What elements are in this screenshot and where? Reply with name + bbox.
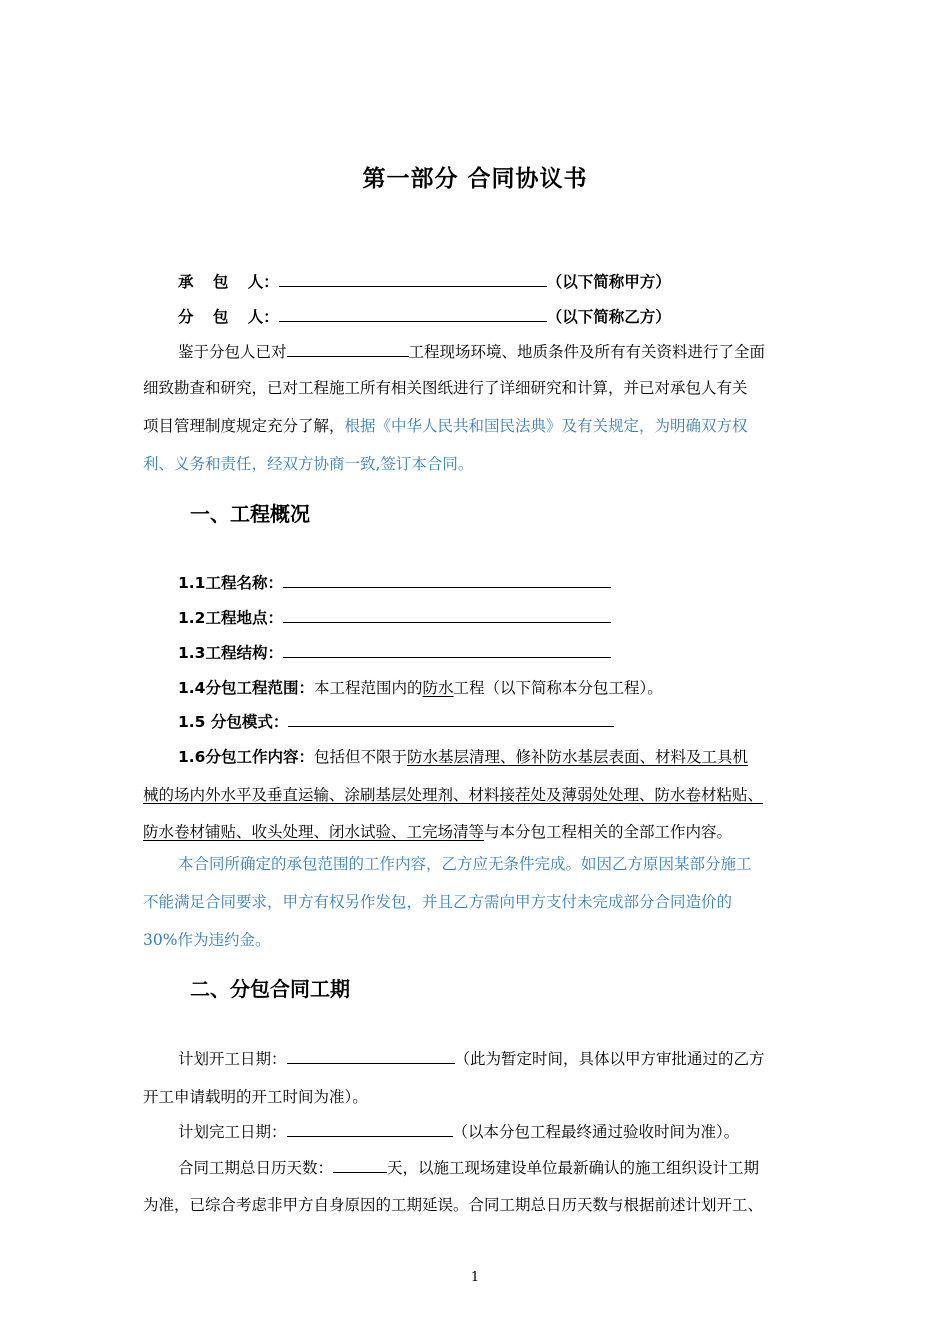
intro-text: 工程现场环境、地质条件及所有有关资料进行了全面 (408, 343, 766, 361)
start-date-note: （此为暂定时间，具体以甲方审批通过的乙方 (454, 1050, 765, 1068)
start-date-label: 计划开工日期： (178, 1050, 287, 1068)
duration-line (178, 1157, 759, 1179)
item-label: 1.6分包工作内容： (178, 748, 314, 766)
project-blank[interactable] (287, 341, 409, 357)
intro-blue-text: 根据《中华人民共和国民法典》及有关规定，为明确双方权 (344, 417, 748, 435)
subcontractor-blank[interactable] (279, 306, 547, 322)
item-label: 1.5 分包模式： (178, 713, 289, 731)
item-1-6-line-2: 械的场内外水平及垂直运输、涂刷基层处理剂、材料接茬处及薄弱处处理、防水卷材粘贴、 (143, 786, 764, 804)
item-1-4 (178, 677, 663, 699)
duration-line-2: 为准，已综合考虑非甲方自身原因的工期延误。合同工期总日历天数与根据前述计划开工、 (143, 1196, 764, 1214)
intro-line-3 (143, 415, 748, 437)
item-underlined-text: 防水 (422, 679, 454, 697)
intro-line-1 (178, 341, 765, 363)
page-title: 第一部分 合同协议书 (362, 166, 588, 192)
end-date-label: 计划完工日期： (178, 1123, 287, 1141)
item-1-3 (178, 642, 611, 664)
item-1-6 (178, 746, 748, 768)
item-1-6-line-3 (143, 821, 732, 843)
section-1-heading: 一、工程概况 (190, 502, 310, 526)
item-1-5 (178, 711, 614, 733)
page-number: 1 (470, 1270, 480, 1285)
project-structure-blank[interactable] (283, 642, 611, 658)
item-underlined-text: 防水卷材铺贴、收头处理、闭水试验、工完场清等 (143, 823, 485, 841)
item-text: 本工程范围内的 (313, 679, 423, 697)
contractor-blank[interactable] (279, 271, 547, 287)
item-1-2 (178, 607, 611, 629)
end-date-blank[interactable] (287, 1121, 453, 1137)
end-date-line (178, 1121, 739, 1143)
project-location-blank[interactable] (283, 607, 611, 623)
contractor-line (178, 271, 671, 293)
item-label: 1.3工程结构： (178, 644, 283, 662)
intro-line-2: 细致勘查和研究，已对工程施工所有相关图纸进行了详细研究和计算，并已对承包人有关 (143, 379, 748, 397)
subcontractor-suffix: （以下简称乙方） (546, 308, 671, 326)
item-text: 包括但不限于 (313, 748, 407, 766)
project-name-blank[interactable] (283, 572, 611, 588)
intro-text: 项目管理制度规定充分了解， (143, 417, 345, 435)
contractor-label: 承 包 人： (178, 273, 279, 291)
duration-text: 天，以施工现场建设单位最新确认的施工组织设计工期 (387, 1159, 760, 1177)
start-date-line-2: 开工申请载明的开工时间为准）。 (143, 1088, 368, 1106)
contractor-suffix: （以下简称甲方） (546, 273, 671, 291)
duration-label: 合同工期总日历天数： (178, 1159, 334, 1177)
item-label: 1.4分包工程范围： (178, 679, 314, 697)
section-2-heading: 二、分包合同工期 (190, 977, 350, 1001)
penalty-line-1: 本合同所确定的承包范围的工作内容，乙方应无条件完成。如因乙方原因某部分施工 (178, 855, 752, 873)
item-label: 1.1工程名称： (178, 574, 283, 592)
penalty-line-3: 30%作为违约金。 (143, 931, 271, 949)
end-date-note: （以本分包工程最终通过验收时间为准）。 (452, 1123, 740, 1141)
start-date-line (178, 1048, 765, 1070)
item-text: 与本分包工程相关的全部工作内容。 (484, 823, 733, 841)
start-date-blank[interactable] (287, 1048, 455, 1064)
intro-line-4: 利、义务和责任，经双方协商一致,签订本合同。 (143, 455, 474, 473)
subcontractor-label: 分 包 人： (178, 308, 279, 326)
subcontractor-line (178, 306, 671, 328)
duration-days-blank[interactable] (333, 1157, 387, 1173)
item-1-1 (178, 572, 611, 594)
item-underlined-text: 防水基层清理、修补防水基层表面、材料及工具机 (406, 748, 748, 766)
intro-text: 鉴于分包人已对 (178, 343, 287, 361)
subcontract-mode-blank[interactable] (288, 711, 614, 727)
item-label: 1.2工程地点： (178, 609, 283, 627)
item-text: 工程（以下简称本分包工程）。 (453, 679, 663, 697)
penalty-line-2: 不能满足合同要求，甲方有权另作发包，并且乙方需向甲方支付未完成部分合同造价的 (143, 893, 733, 911)
